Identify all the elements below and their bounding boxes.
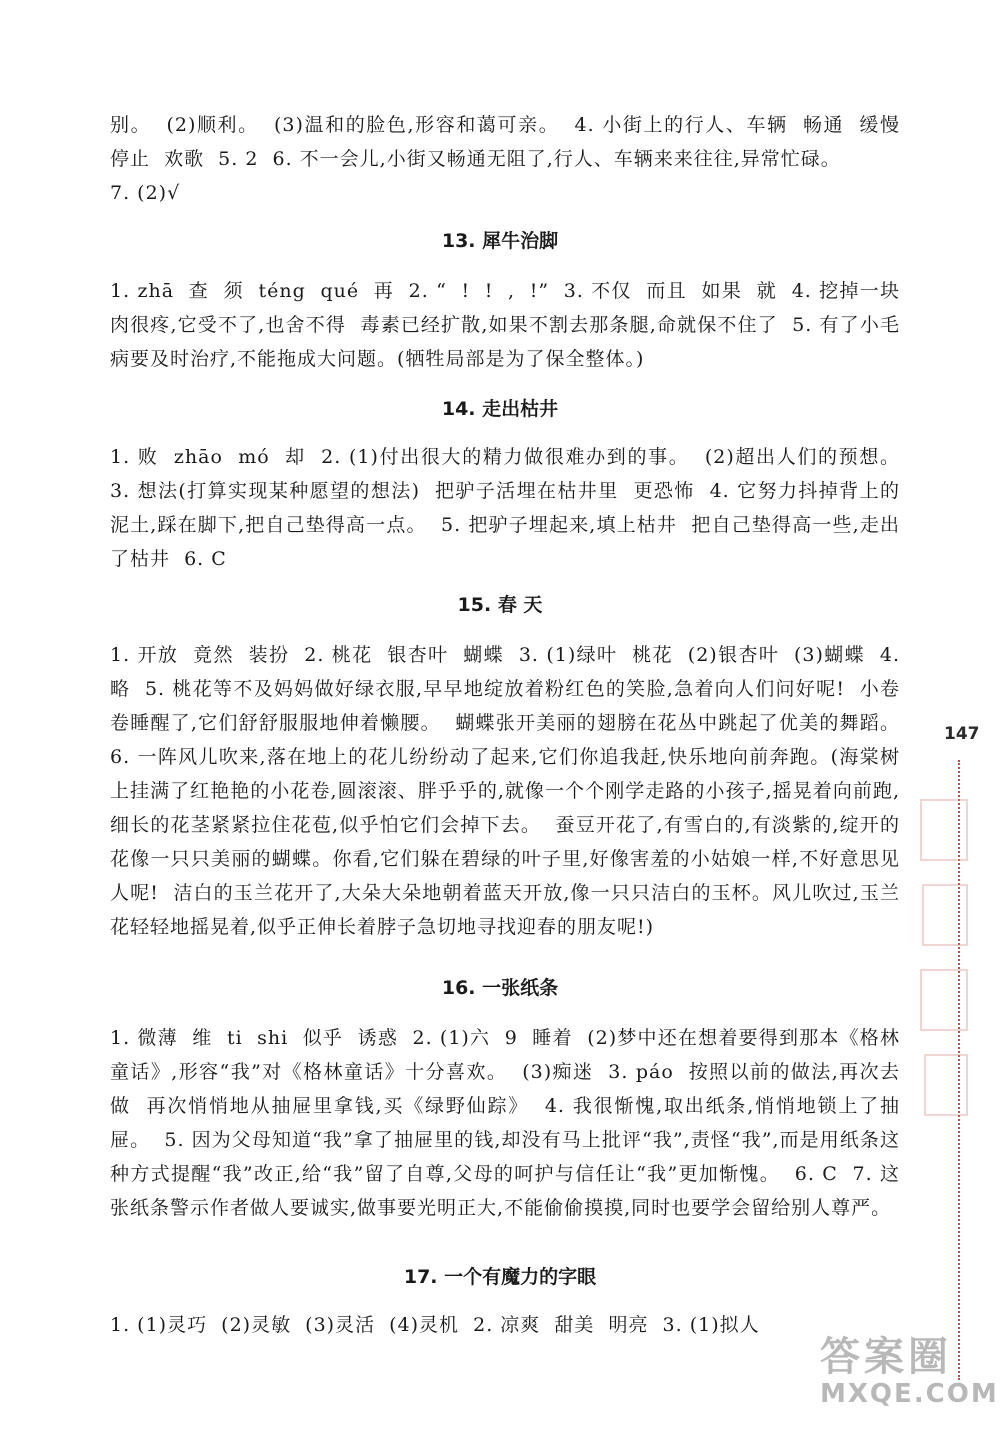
answer-paragraph-13: 1. zhā 查 须 téng qué 再 2. “ ! ! , !” 3. 不仅 而且 如果 就 4. 挖掉一块肉很疼,它受不了,也舍不得 毒素已经扩散,如果不割去那条腿,命就保不住了 5. 有了小毛病要及时治疗,不能拖成大问题。(牺牲局部是为了保全整体。) <box>110 280 900 370</box>
answer-paragraph-17: 1. (1)灵巧 (2)灵敏 (3)灵活 (4)灵机 2. 凉爽 甜美 明亮 3. (1)拟人 <box>110 1314 760 1336</box>
answer-paragraph-12-end: 别。 (2)顺利。 (3)温和的脸色,形容和蔼可亲。 4. 小街上的行人、车辆 畅通 缓慢 停止 欢歌 5. 2 6. 不一会儿,小街又畅通无阻了,行人、车辆来来往往,异常忙碌。 7. (2)√ <box>110 114 900 204</box>
answer-paragraph-14: 1. 败 zhāo mó 却 2. (1)付出很大的精力做很难办到的事。 (2)超出人们的预想。 3. 想法(打算实现某种愿望的想法) 把驴子活埋在枯井里 更恐怖 4. 它努力抖掉背上的泥土,踩在脚下,把自己垫得高一点。 5. 把驴子埋起来,填上枯井 把自己垫得高一些,走出了枯井 6. C <box>110 446 915 570</box>
site-watermark <box>820 1335 999 1409</box>
faint-stamp-marks <box>915 790 975 1130</box>
answer-paragraph-16: 1. 微薄 维 ti shi 似乎 诱惑 2. (1)六 9 睡着 (2)梦中还在想着要得到那本《格林童话》,形容“我”对《格林童话》十分喜欢。 (3)痴迷 3. páo 按照以前的做法,再次去做 再次悄悄地从抽屉里拿钱,买《绿野仙踪》 4. 我很惭愧,取出纸条,悄悄地锁上了抽屉。 5. 因为父母知道“我”拿了抽屉里的钱,却没有马上批评“我”,责怪“我”,而是用纸条这种方式提醒“我”改正,给“我”留了自尊,父母的呵护与信任让“我”更加惭愧。 6. C 7. 这张纸条警示作者做人要诚实,做事要光明正大,不能偷偷摸摸,同时也要学会留给别人尊严。 <box>110 1027 900 1219</box>
page-number: 147 <box>944 724 980 744</box>
watermark-line1: 答案圈 <box>820 1334 952 1380</box>
section-title-17: 17. 一个有魔力的字眼 <box>403 1266 597 1288</box>
watermark-line2: MXQE.COM <box>820 1379 999 1409</box>
section-title-14: 14. 走出枯井 <box>441 398 559 420</box>
section-title-13: 13. 犀牛治脚 <box>441 230 559 252</box>
section-title-15: 15. 春 天 <box>457 594 543 616</box>
section-title-16: 16. 一张纸条 <box>441 977 559 999</box>
answer-paragraph-15: 1. 开放 竟然 装扮 2. 桃花 银杏叶 蝴蝶 3. (1)绿叶 桃花 (2)银杏叶 (3)蝴蝶 4. 略 5. 桃花等不及妈妈做好绿衣服,早早地绽放着粉红色的笑脸,急着向人们问好呢! 小卷卷睡醒了,它们舒舒服服地伸着懒腰。 蝴蝶张开美丽的翅膀在花丛中跳起了优美的舞蹈。 6. 一阵风儿吹来,落在地上的花儿纷纷动了起来,它们你追我赶,快乐地向前奔跑。(海棠树上挂满了红艳艳的小花卷,圆滚滚、胖乎乎的,就像一个个刚学走路的小孩子,摇晃着向前跑,细长的花茎紧紧拉住花苞,似乎怕它们会掉下去。 蚕豆开花了,有雪白的,有淡紫的,绽开的花像一只只美丽的蝴蝶。你看,它们躲在碧绿的叶子里,好像害羞的小姑娘一样,不好意思见人呢! 洁白的玉兰花开了,大朵大朵地朝着蓝天开放,像一只只洁白的玉杯。风儿吹过,玉兰花轻轻地摇晃着,似乎正伸长着脖子急切地寻找迎春的朋友呢!) <box>110 644 915 938</box>
